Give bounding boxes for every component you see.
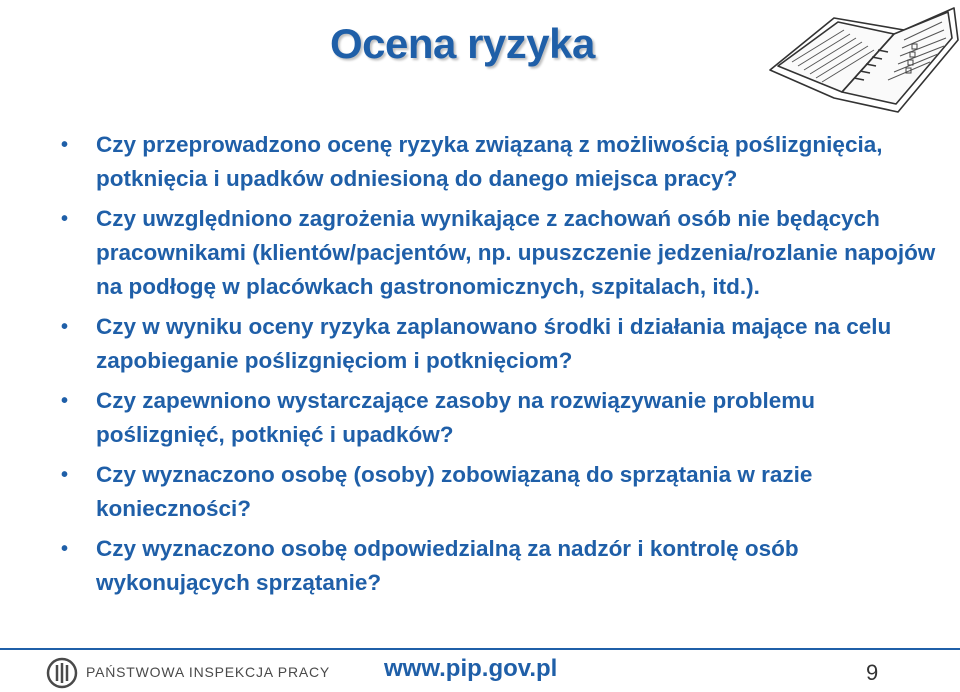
organization-name: PAŃSTWOWA INSPEKCJA PRACY [86, 664, 331, 680]
bullet-text: Czy wyznaczono osobę (osoby) zobowiązaną do sprzątania w razie konieczności? [96, 462, 813, 521]
bullet-dot: • [61, 464, 69, 486]
bullet-text: Czy uwzględniono zagrożenia wynikające z zachowań osób nie będących pracownikami (klientów/pacjentów, np. upuszczenie jedzenia/rozlanie napojów na podłogę w placówkach gastronomicznych, szpitalach, itd.). [96, 206, 936, 299]
pip-logo-icon [46, 657, 78, 689]
bullet-text: Czy przeprowadzono ocenę ryzyka związaną z możliwością poślizgnięcia, potknięcia i upadków odniesioną do danego miejsca pracy? [96, 132, 883, 191]
bullet-text: Czy w wyniku oceny ryzyka zaplanowano środki i działania mające na celu zapobieganie poślizgnięciom i potknięciom? [96, 314, 892, 373]
bullet-dot: • [61, 316, 69, 338]
bullet-dot: • [61, 208, 69, 230]
bullet-item [58, 202, 938, 304]
bullet-item [58, 532, 938, 600]
bullet-item [58, 310, 938, 378]
bullet-item [58, 384, 938, 452]
bullet-text: Czy wyznaczono osobę odpowiedzialną za nadzór i kontrolę osób wykonujących sprzątanie? [96, 536, 799, 595]
bullet-dot: • [61, 134, 69, 156]
bullet-dot: • [61, 538, 69, 560]
page-number: 9 [866, 660, 879, 685]
bullet-item [58, 458, 938, 526]
risk-assessment-questions [58, 128, 938, 606]
bullet-text: Czy zapewniono wystarczające zasoby na rozwiązywanie problemu poślizgnięć, potknięć i upadków? [96, 388, 815, 447]
open-notebook-icon [764, 0, 960, 122]
slide-title: Ocena ryzyka [330, 20, 595, 67]
bullet-dot: • [61, 390, 69, 412]
website-link[interactable]: www.pip.gov.pl [384, 655, 558, 682]
bullet-item [58, 128, 938, 196]
footer-divider [0, 648, 960, 650]
